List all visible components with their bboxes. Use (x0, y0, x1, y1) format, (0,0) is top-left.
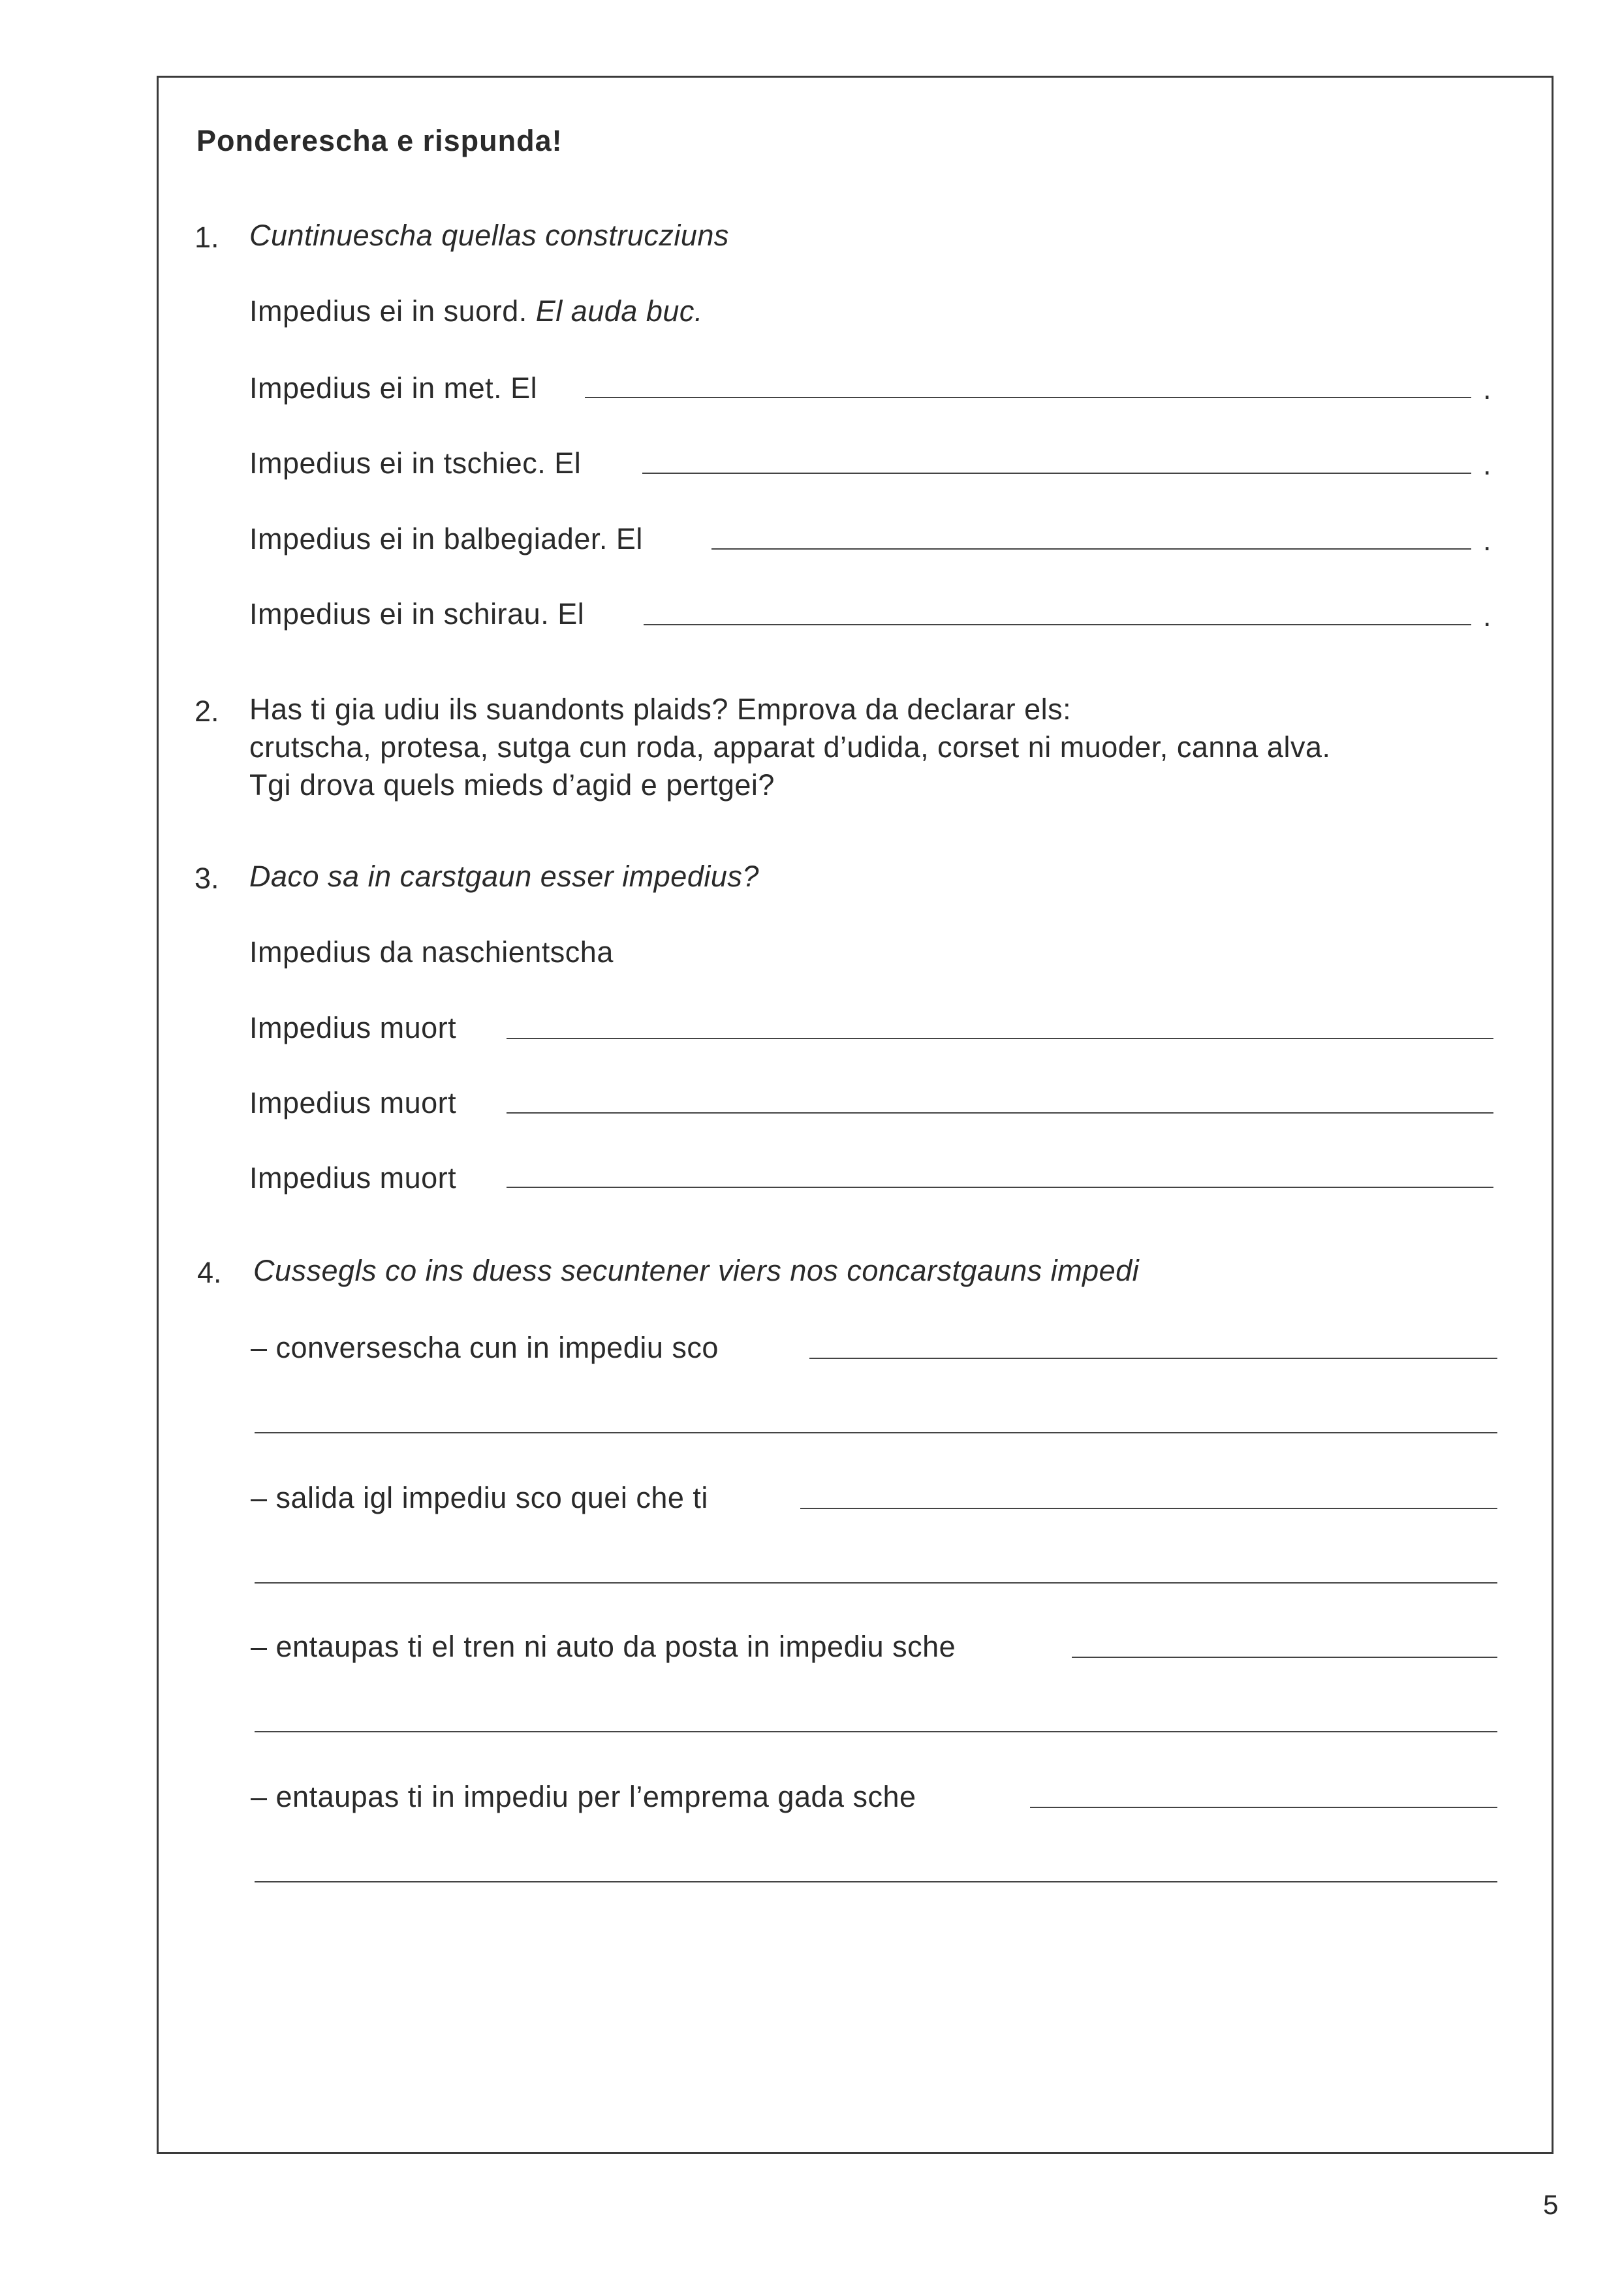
q2-line-3: Tgi drova quels mieds d’agid e pertgei? (249, 768, 775, 802)
q3-item-3-text: Impedius muort (249, 1161, 457, 1194)
q3-item-3-answer-line[interactable] (507, 1187, 1493, 1188)
q1-item-2-end: . (1483, 448, 1491, 481)
q4-item-1-answer-line-2[interactable] (255, 1432, 1497, 1433)
page-heading: Ponderescha e rispunda! (196, 124, 563, 157)
q2-line-1: Has ti gia udiu ils suandonts plaids? Emprova da declarar els: (249, 693, 1072, 726)
q4-item-4-text: – entaupas ti in impediu per l’emprema gada sche (251, 1780, 916, 1813)
q4-item-3-text: – entaupas ti el tren ni auto da posta in impediu sche (251, 1630, 956, 1663)
q4-item-4-answer-line-2[interactable] (255, 1881, 1497, 1882)
q3-number: 3. (195, 862, 219, 895)
q1-item-4-text: Impedius ei in schirau. El (249, 597, 585, 631)
q4-instruction: Cussegls co ins duess secuntener viers nos concarstgauns impedi (253, 1254, 1140, 1287)
q4-item-1-answer-line[interactable] (809, 1358, 1497, 1359)
q1-item-1-end: . (1483, 372, 1491, 405)
q4-item-3-answer-line[interactable] (1072, 1657, 1497, 1658)
q3-item-1-text: Impedius muort (249, 1011, 457, 1044)
q4-item-3-answer-line-2[interactable] (255, 1731, 1497, 1732)
q1-item-2-answer-line[interactable] (642, 473, 1471, 474)
q1-item-3-text: Impedius ei in balbegiader. El (249, 522, 643, 555)
q3-instruction: Daco sa in carstgaun esser impedius? (249, 860, 759, 893)
q3-item-2-answer-line[interactable] (507, 1112, 1493, 1114)
q4-number: 4. (197, 1256, 222, 1289)
q1-item-4-end: . (1483, 599, 1491, 632)
q1-item-4-answer-line[interactable] (644, 624, 1471, 625)
q1-instruction: Cuntinuescha quellas construcziuns (249, 219, 729, 252)
q2-number: 2. (195, 695, 219, 728)
q4-item-2-answer-line-2[interactable] (255, 1582, 1497, 1584)
q1-number: 1. (195, 221, 219, 254)
q4-item-2-text: – salida igl impediu sco quei che ti (251, 1481, 708, 1514)
q1-item-3-answer-line[interactable] (711, 548, 1471, 550)
q1-item-3-end: . (1483, 523, 1491, 557)
q3-item-2-text: Impedius muort (249, 1086, 457, 1119)
q2-line-2: crutscha, protesa, sutga cun roda, apparat d’udida, corset ni muoder, canna alva. (249, 730, 1331, 764)
q1-example-answer: El auda buc. (535, 294, 703, 328)
q3-item-1-answer-line[interactable] (507, 1038, 1493, 1039)
q1-example (249, 294, 703, 329)
q4-item-4-answer-line[interactable] (1030, 1807, 1497, 1808)
q3-example: Impedius da naschientscha (249, 935, 614, 969)
q4-item-1-text: – conversescha cun in impediu sco (251, 1331, 719, 1364)
q1-item-1-text: Impedius ei in met. El (249, 371, 538, 405)
q4-item-2-answer-line[interactable] (800, 1508, 1497, 1509)
page-number: 5 (1543, 2189, 1559, 2220)
q1-item-1-answer-line[interactable] (585, 397, 1471, 398)
q1-item-2-text: Impedius ei in tschiec. El (249, 446, 582, 480)
q1-example-text: Impedius ei in suord. (249, 294, 527, 328)
